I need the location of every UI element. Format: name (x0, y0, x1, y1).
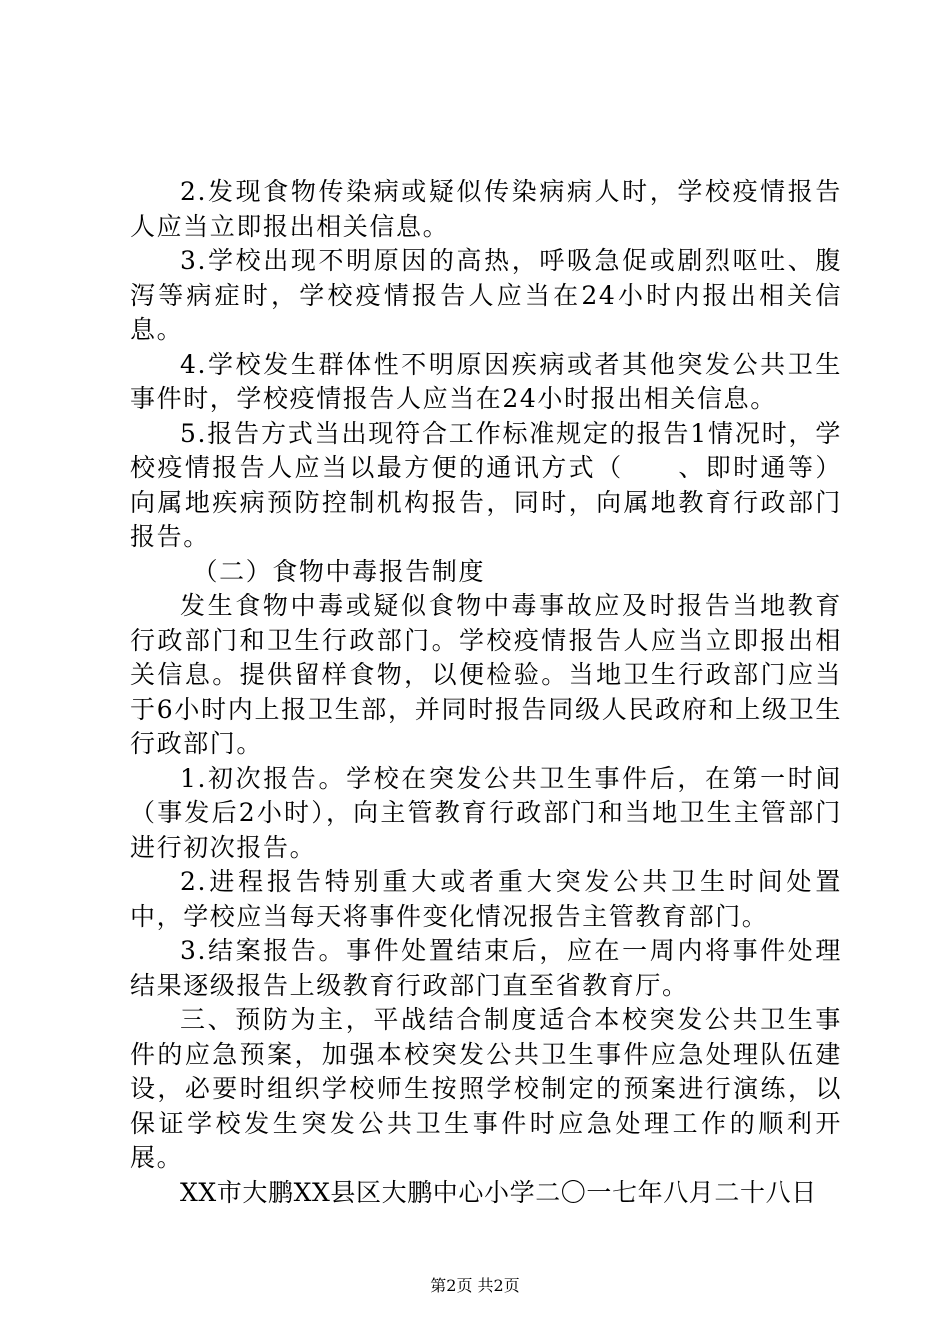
paragraph-item-5: 5.报告方式当出现符合工作标准规定的报告1情况时，学校疫情报告人应当以最方便的通讯方式（ 、即时通等）向属地疾病预防控制机构报告，同时，向属地教育行政部门报告。 (130, 418, 842, 551)
paragraph-closing-report: 3.结案报告。事件处置结束后，应在一周内将事件处理结果逐级报告上级教育行政部门直至省教育厅。 (130, 936, 842, 1000)
paragraph-item-4: 4.学校发生群体性不明原因疾病或者其他突发公共卫生事件时，学校疫情报告人应当在24小时报出相关信息。 (130, 349, 842, 413)
document-body (130, 175, 842, 1210)
paragraph-prevention: 三、预防为主，平战结合制度适合本校突发公共卫生事件的应急预案，加强本校突发公共卫生事件应急处理队伍建设，必要时组织学校师生按照学校制定的预案进行演练，以保证学校发生突发公共卫生事件时应急处理工作的顺利开展。 (130, 1005, 842, 1172)
paragraph-progress-report: 2.进程报告特别重大或者重大突发公共卫生时间处置中，学校应当每天将事件变化情况报告主管教育部门。 (130, 867, 842, 931)
signature-line: XX市大鹏XX县区大鹏中心小学二〇一七年八月二十八日 (180, 1177, 817, 1207)
paragraph-item-3: 3.学校出现不明原因的高热，呼吸急促或剧烈呕吐、腹泻等病症时，学校疫情报告人应当在24小时内报出相关信息。 (130, 246, 842, 344)
paragraph-item-2: 2.发现食物传染病或疑似传染病病人时，学校疫情报告人应当立即报出相关信息。 (130, 177, 842, 241)
paragraph-food-poisoning-intro: 发生食物中毒或疑似食物中毒事故应及时报告当地教育行政部门和卫生行政部门。学校疫情报告人应当立即报出相关信息。提供留样食物，以便检验。当地卫生行政部门应当于6小时内上报卫生部，并同时报告同级人民政府和上级卫生行政部门。 (130, 591, 842, 758)
section-heading-food-poisoning: （二）食物中毒报告制度 (192, 556, 486, 586)
page-indicator: 第2页 共2页 (430, 1276, 520, 1295)
paragraph-initial-report: 1.初次报告。学校在突发公共卫生事件后，在第一时间（事发后2小时），向主管教育行政部门和当地卫生主管部门进行初次报告。 (130, 763, 842, 862)
